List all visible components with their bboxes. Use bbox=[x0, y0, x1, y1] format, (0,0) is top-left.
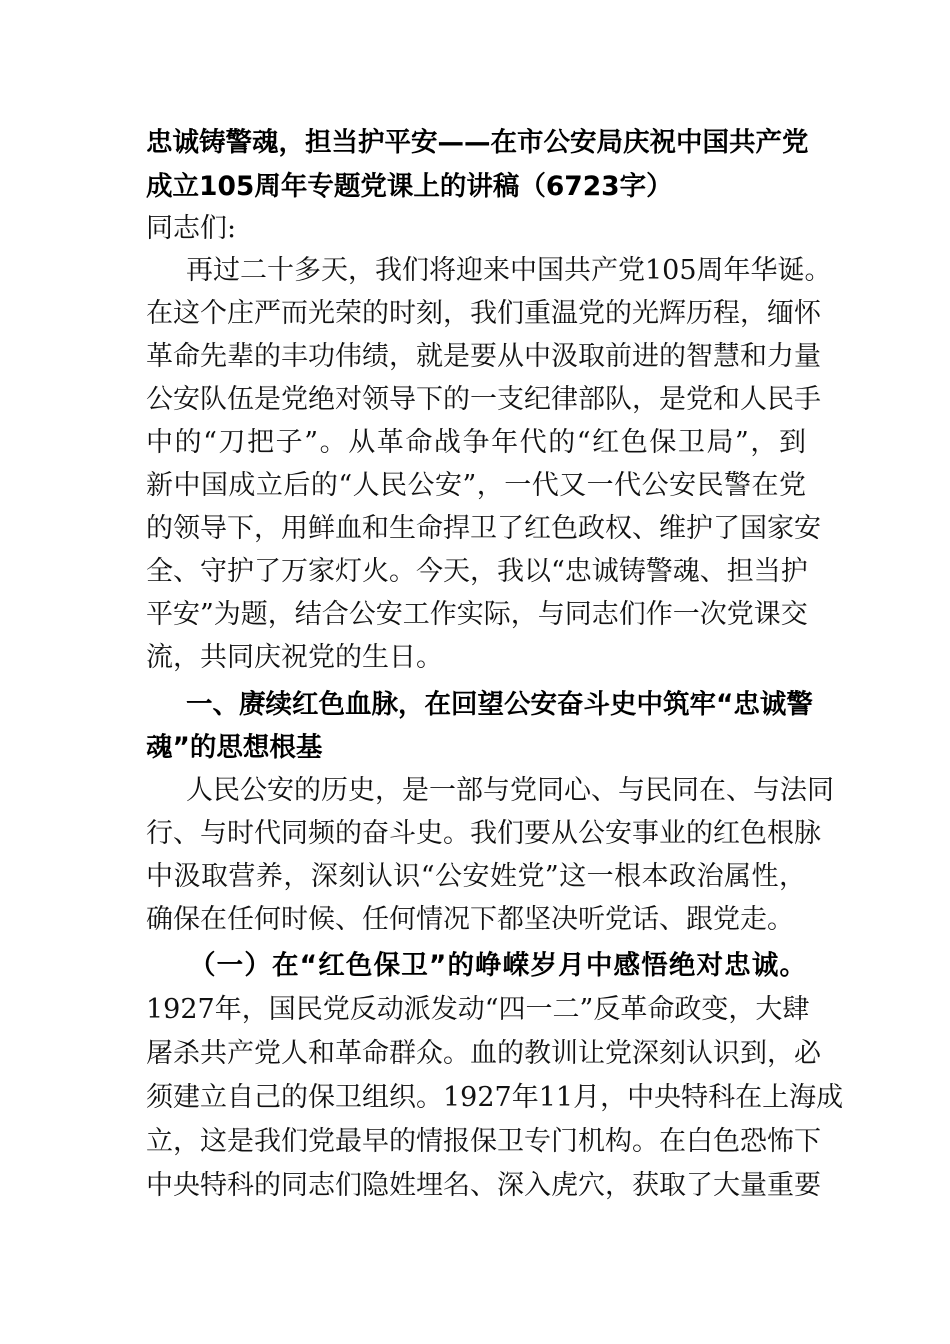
section-heading-line: 一、赓续红色血脉，在回望公安奋斗史中筑牢“忠诚警 bbox=[186, 689, 813, 720]
document-title-line-1: 忠诚铸警魂，担当护平安——在市公安局庆祝中国共产党 bbox=[146, 127, 809, 158]
subsection-heading: （一）在“红色保卫”的峥嵘岁月中感悟绝对忠诚。 bbox=[189, 950, 806, 981]
section-body-line: 确保在任何时候、任何情况下都坚决听党话、跟党走。 bbox=[146, 904, 794, 935]
section-body-line: 人民公安的历史，是一部与党同心、与民同在、与法同 bbox=[186, 775, 834, 806]
subsection-body-line: 1927年，国民党反动派发动“四一二”反革命政变，大肆 bbox=[146, 994, 810, 1025]
intro-line: 全、守护了万家灯火。今天，我以“忠诚铸警魂、担当护 bbox=[146, 556, 808, 587]
intro-line: 革命先辈的丰功伟绩，就是要从中汲取前进的智慧和力量 bbox=[146, 341, 821, 372]
salutation: 同志们: bbox=[146, 213, 237, 244]
intro-line: 平安”为题，结合公安工作实际，与同志们作一次党课交 bbox=[146, 599, 808, 630]
intro-line: 中的“刀把子”。从革命战争年代的“红色保卫局”，到 bbox=[146, 427, 806, 458]
intro-line: 在这个庄严而光荣的时刻，我们重温党的光辉历程，缅怀 bbox=[146, 298, 821, 329]
subsection-body-line: 屠杀共产党人和革命群众。血的教训让党深刻认识到，必 bbox=[146, 1038, 821, 1069]
intro-line: 流，共同庆祝党的生日。 bbox=[146, 642, 443, 673]
document-title-line-2: 成立105周年专题党课上的讲稿（6723字） bbox=[146, 171, 673, 202]
intro-line: 再过二十多天，我们将迎来中国共产党105周年华诞。 bbox=[186, 255, 832, 286]
section-heading-line: 魂”的思想根基 bbox=[146, 732, 323, 763]
section-body-line: 中汲取营养，深刻认识“公安姓党”这一根本政治属性， bbox=[146, 861, 806, 892]
subsection-body-line: 立，这是我们党最早的情报保卫专门机构。在白色恐怖下 bbox=[146, 1126, 821, 1157]
intro-line: 的领导下，用鲜血和生命捍卫了红色政权、维护了国家安 bbox=[146, 513, 821, 544]
section-body-line: 行、与时代同频的奋斗史。我们要从公安事业的红色根脉 bbox=[146, 818, 821, 849]
intro-line: 新中国成立后的“人民公安”，一代又一代公安民警在党 bbox=[146, 470, 806, 501]
intro-line: 公安队伍是党绝对领导下的一支纪律部队，是党和人民手 bbox=[146, 384, 821, 415]
subsection-body-line: 须建立自己的保卫组织。1927年11月，中央特科在上海成 bbox=[146, 1082, 844, 1113]
subsection-body-line: 中央特科的同志们隐姓埋名、深入虎穴，获取了大量重要 bbox=[146, 1170, 821, 1201]
